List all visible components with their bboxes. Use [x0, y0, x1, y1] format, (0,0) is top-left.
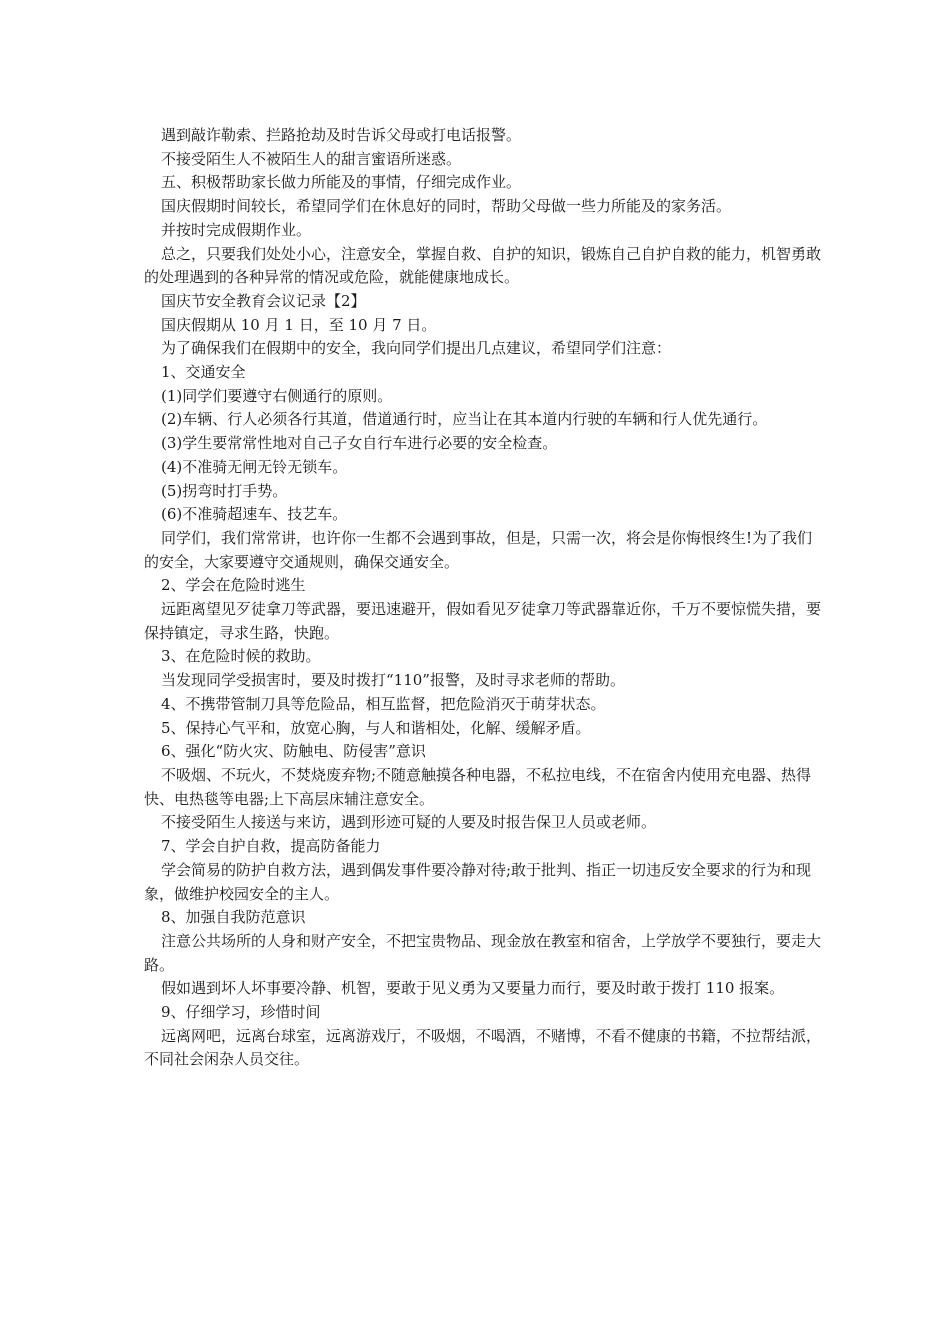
paragraph: 国庆假期从 10 月 1 日，至 10 月 7 日。	[161, 315, 437, 334]
subheading: 3、在危险时候的救助。	[161, 647, 321, 666]
paragraph: 五、积极帮助家长做力所能及的事情，仔细完成作业。	[161, 173, 522, 192]
paragraph: 当发现同学受损害时，要及时拨打“110”报警，及时寻求老师的帮助。	[161, 671, 625, 690]
list-item: (6)不准骑超速车、技艺车。	[161, 505, 348, 524]
subheading: 5、保持心气平和，放宽心胸，与人和谐相处，化解、缓解矛盾。	[161, 718, 591, 737]
paragraph: 假如遇到坏人坏事要冷静、机智，要敢于见义勇为又要量力而行，要及时敢于拨打 110 报案。	[161, 979, 785, 998]
subheading: 4、不携带管制刀具等危险品，相互监督，把危险消灭于萌芽状态。	[161, 694, 606, 713]
subheading: 9、仔细学习，珍惜时间	[161, 1003, 321, 1022]
list-item: (1)同学们要遵守右侧通行的原则。	[161, 386, 393, 405]
list-item: (5)拐弯时打手势。	[161, 481, 288, 500]
subheading: 2、学会在危险时逃生	[161, 576, 306, 595]
paragraph: 为了确保我们在假期中的安全，我向同学们提出几点建议，希望同学们注意：	[161, 339, 672, 358]
paragraph: 不接受陌生人不被陌生人的甜言蜜语所迷惑。	[161, 149, 462, 168]
list-item: (3)学生要常常性地对自己子女自行车进行必要的安全检查。	[161, 434, 558, 453]
paragraph: 并按时完成假期作业。	[161, 220, 312, 239]
paragraph: 学会简易的防护自救方法，遇到偶发事件要冷静对待;敢于批判、指正一切违反安全要求的行为和现象，做维护校园安全的主人。	[144, 860, 812, 903]
paragraph: 遇到敲诈勒索、拦路抢劫及时告诉父母或打电话报警。	[161, 126, 522, 144]
paragraph: 不吸烟、不玩火，不焚烧废弃物;不随意触摸各种电器，不私拉电线，不在宿舍内使用充电器、热得快、电热毯等电器;上下高层床辅注意安全。	[144, 765, 812, 808]
subheading: 1、交通安全	[161, 363, 246, 382]
list-item: (4)不准骑无闸无铃无锁车。	[161, 457, 348, 476]
paragraph: 不接受陌生人接送与来访，遇到形迹可疑的人要及时报告保卫人员或老师。	[161, 813, 657, 832]
paragraph: 同学们，我们常常讲，也许你一生都不会遇到事故，但是，只需一次，将会是你悔恨终生!为了我们的安全，大家要遵守交通规则，确保交通安全。	[144, 528, 813, 571]
paragraph: 远距离望见歹徒拿刀等武器，要迅速避开，假如看见歹徒拿刀等武器靠近你，千万不要惊慌失措，要保持镇定，寻求生路，快跑。	[144, 600, 822, 642]
list-item: (2)车辆、行人必须各行其道，借道通行时，应当让在其本道内行驶的车辆和行人优先通行。	[161, 410, 768, 429]
paragraph: 国庆假期时间较长，希望同学们在休息好的同时，帮助父母做一些力所能及的家务活。	[161, 197, 732, 216]
paragraph: 注意公共场所的人身和财产安全，不把宝贵物品、现金放在教室和宿舍，上学放学不要独行，要走大路。	[144, 931, 822, 974]
subheading: 8、加强自我防范意识	[161, 908, 306, 927]
paragraph: 总之，只要我们处处小心，注意安全，掌握自救、自护的知识，锻炼自己自护自救的能力，机智勇敢的处理遇到的各种异常的情况或危险，就能健康地成长。	[144, 244, 822, 287]
subheading: 7、学会自护自救，提高防备能力	[161, 837, 381, 856]
paragraph: 远离网吧，远离台球室，远离游戏厅，不吸烟，不喝酒，不赌博，不看不健康的书籍，不拉帮结派，不同社会闲杂人员交往。	[144, 1026, 822, 1069]
document-body	[144, 124, 824, 1072]
subheading: 6、强化“防火灾、防触电、防侵害”意识	[161, 742, 426, 761]
section-heading: 国庆节安全教育会议记录【2】	[161, 291, 366, 310]
